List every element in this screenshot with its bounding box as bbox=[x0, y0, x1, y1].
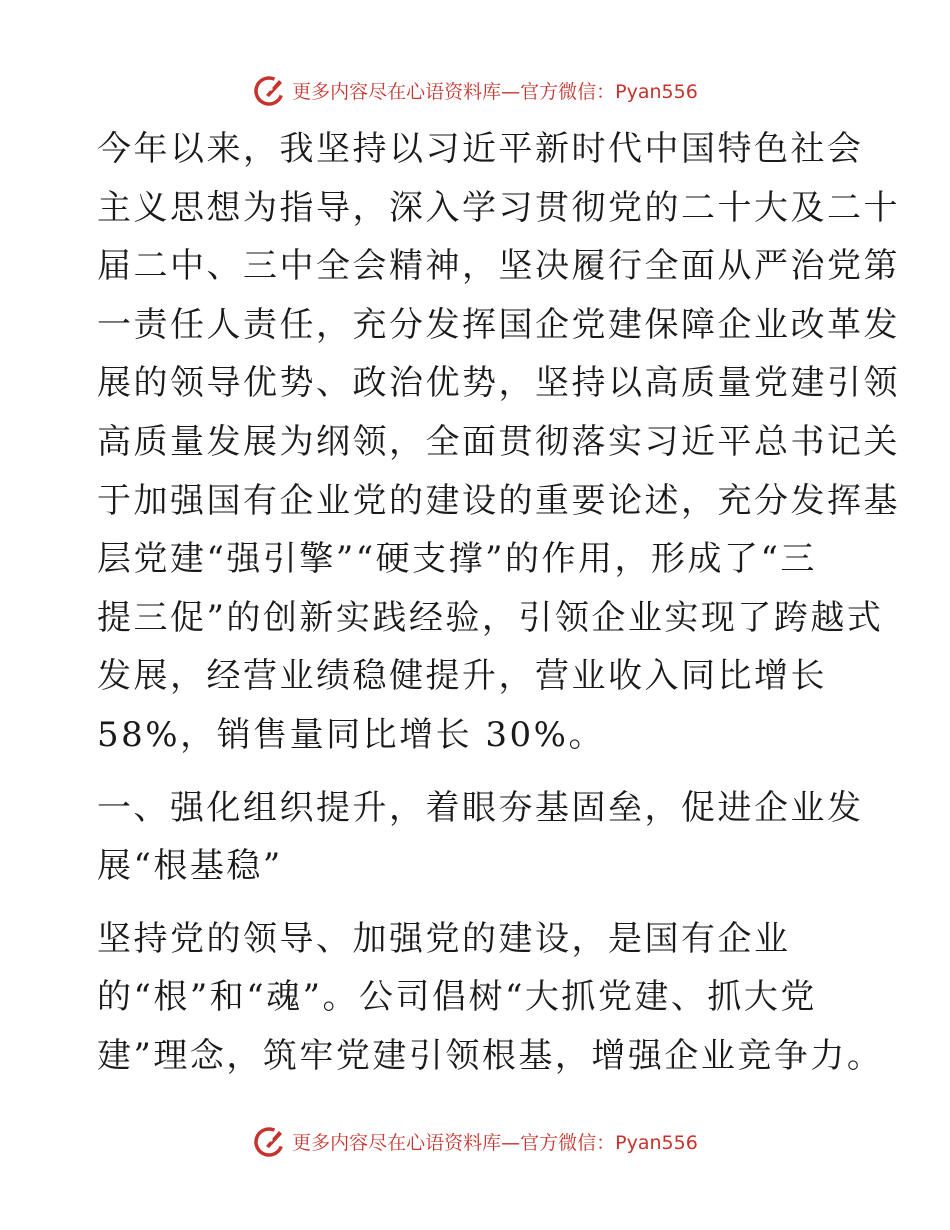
paragraph-intro bbox=[97, 120, 900, 765]
section-heading bbox=[97, 779, 864, 896]
text-line: 一责任人责任，充分发挥国企党建保障企业改革发 bbox=[97, 304, 900, 345]
text-line: 展的领导优势、政治优势，坚持以高质量党建引领 bbox=[97, 363, 900, 404]
text-line: 高质量发展为纲领，全面贯彻落实习近平总书记关 bbox=[97, 421, 900, 462]
paragraph-body bbox=[97, 910, 884, 1086]
text-line: 58%，销售量同比增长 30%。 bbox=[97, 714, 605, 755]
text-line: 主义思想为指导，深入学习贯彻党的二十大及二十 bbox=[97, 187, 900, 228]
document-body bbox=[97, 120, 900, 1086]
banner-text: 更多内容尽在心语资料库—官方微信：Pyan556 bbox=[292, 80, 698, 103]
text-line: 于加强国有企业党的建设的重要论述，充分发挥基 bbox=[97, 480, 900, 521]
text-line: 的“根”和“魂”。公司倡树“大抓党建、抓大党 bbox=[97, 977, 817, 1018]
header-watermark-banner bbox=[0, 70, 950, 110]
heading-line: 展“根基稳” bbox=[97, 846, 283, 887]
paragraph-gap bbox=[97, 896, 849, 910]
pen-nib-circle-logo-icon bbox=[252, 1123, 288, 1159]
footer-watermark-banner bbox=[0, 1121, 950, 1161]
text-line: 建”理念，筑牢党建引领根基，增强企业竞争力。 bbox=[97, 1035, 884, 1076]
banner-text: 更多内容尽在心语资料库—官方微信：Pyan556 bbox=[292, 1131, 698, 1154]
text-line: 今年以来，我坚持以习近平新时代中国特色社会 bbox=[97, 129, 864, 169]
pen-nib-circle-logo-icon bbox=[252, 72, 288, 108]
text-line: 层党建“强引擎”“硬支撑”的作用，形成了“三 bbox=[97, 539, 817, 580]
text-line: 届二中、三中全会精神，坚决履行全面从严治党第 bbox=[97, 246, 900, 287]
paragraph-gap bbox=[97, 765, 849, 779]
text-line: 坚持党的领导、加强党的建设，是国有企业 bbox=[97, 918, 791, 959]
text-line: 提三促”的创新实践经验，引领企业实现了跨越式 bbox=[97, 597, 884, 638]
heading-line: 一、强化组织提升，着眼夯基固垒，促进企业发 bbox=[97, 787, 864, 828]
text-line: 发展，经营业绩稳健提升，营业收入同比增长 bbox=[97, 656, 827, 697]
